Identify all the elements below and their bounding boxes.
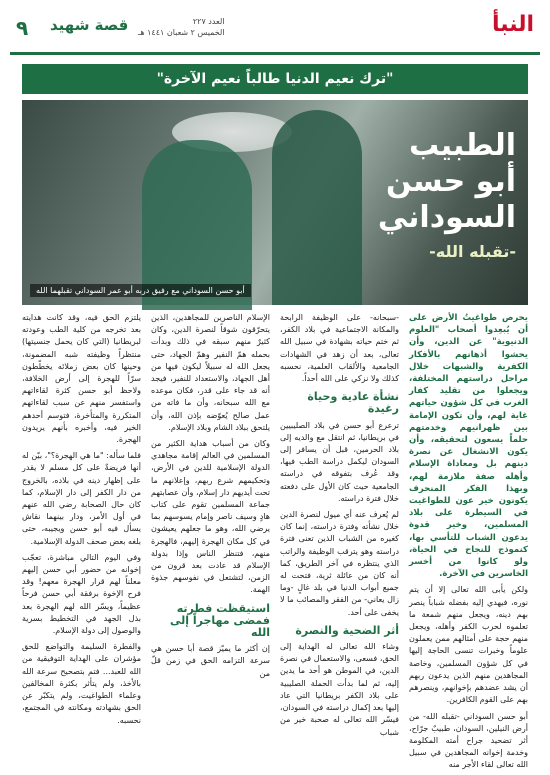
issue-number: العدد ٢٢٧ (192, 17, 225, 26)
column-2 (280, 312, 399, 763)
article-photo (22, 100, 528, 305)
paragraph: -سبحانه- على الوظيفة الرابحة والمكانة الاجتماعية في بلاد الكفر، ثم ختم حياته بشهادة في سبيل الله تعالى، بعد أن زهد في الشهادات الجامعية والألقاب العلمية، نحسبه كذلك ولا نزكي على الله أحداً. (280, 313, 399, 384)
article-title (336, 128, 516, 261)
lead-paragraph: يحرص طواغيتُ الأرض على أن يُبعِدوا أصحاب "العلوم الدنيوية" عن الدين، وأن يحشوا أذهانهم بالأفكار الكفرية والشبهات خلال مراحل دراستهم المختلفة، ويجعلوا من تقليد كفار الغرب في كل شؤون حياتهم غاية لهم، وأن تكون الإمامة بين ظهرانيهم وخدمتهم حلماً يسعون لتحقيقه، وأن يكون الانشغال عن نصرة دينهم بل ومعاداة الإسلام وأهله صفة ملازمة لهم، وبهذا الفكر المنحرف يكونون خير عون للطواغيت في السيطرة على بلاد المسلمين، وخير قدوة يدعون الشباب للتأسي بها، كنموذج للنجاح في الحياة، ولو كانوا من أخسر الخاسرين في الآخرة. (409, 313, 528, 580)
paragraph: فلما سأله: "ما هي الهجرة؟"، بيّن له أنها فريضةٌ على كل مسلم لا يقدر على إظهار دينه في بلاده، بالخروج من دار الكفر إلى دار الإسلام، كما كان حال الصحابة رضي الله عنهم في أول الأمر، ودار بينهما نقاش يسأل فيه أبو حسن ويجيبه، حتى بلغه بعض صحف الدولة الإسلامية. (22, 451, 141, 546)
page-number: ٩ (16, 16, 29, 40)
title-line-1: الطبيب (408, 128, 516, 163)
section-title: قصة شهيد (50, 16, 129, 34)
title-line-2: أبو حسن (386, 164, 516, 199)
title-subline: -تقبله الله- (429, 242, 516, 261)
quote-banner: "ترك نعيم الدنيا طالباً نعيم الآخرة" (22, 64, 528, 94)
paragraph: أبو حسن السوداني -تقبله الله- من أرض النيلين، السودان، طبيبٌ جرّاح، أثر تضحيد جراح أمته المكلومة وخدمة إخوانه المجاهدين في سبيل الله تعالى لقاء الأجر منه (409, 711, 528, 770)
paragraph: وفي اليوم التالي مباشرة، تعجّب إخوانه من حضور أبي حسن إليهم معلناً لهم قرار الهجرة معهم! وقد فرح الإخوة برفقة أبي حسن فرحاً عظيماً، ويسّر الله لهم الهجرة بعد بذل الجهد في التخطيط بسرية والوصول إلى دولة الإسلام. (22, 552, 141, 636)
paragraph: إن أكثر ما يميّز قصة أبا حسن هي سرعة التزامه الحق في زمن قلّ من (151, 644, 270, 678)
paragraph: يلتزم الحق فيه، وقد كانت هدايته بعد تخرجه من كلية الطب وعودته لبريطانيا (التي كان يحمل جنسيتها) منتظراً وظيفته شبه المضمونة، وحينها كان بعض زملائه يخطّطون سرّاً للهجرة إلى أرض الخلافة، ولاحظ أبو حسن كثرة لقاءاتهم واستفسر منهم عن سبب لقاءاتهم المتكررة والمتأخرة، فتوسم أحدهم الخير فيه، وأخبره بأنهم يريدون الهجرة. (22, 313, 141, 445)
subheading: أثر الضحية والنصرة (295, 623, 399, 637)
photo-caption: أبو حسن السوداني مع رفيق دربه أبو عمر السوداني تقبلهما الله (30, 284, 251, 297)
column-4 (22, 312, 141, 763)
column-1 (409, 312, 528, 770)
article-body (22, 312, 528, 770)
newspaper-logo: النبأ (491, 12, 534, 37)
title-line-3: السوداني (377, 200, 516, 235)
paragraph: الإسلام الناصرين للمجاهدين، الذين يتحرّقون شوقاً لنصرة الدين، وكان كثيرٌ منهم سبقه في ذلك وبدأت بحمله همّ النفير وهمّ الجهاد، حتى يجعل الله له سبيلاً ليكون فيها من أهل الجهاد، والاستعداد للنفير، فيجد أنه قد جاء على قدر، فكان موعده مع الله سبحانه، وأن ما فاته من عمل صالح يُعوّضه بإذن الله، وأن يلتحق ببلاد الشام وبلاد الإسلام. (151, 313, 270, 432)
paragraph: وشاء الله تعالى له الهداية إلى الحق، فسعى، والاستعمال في نصرة الدين، في الموطن هو أحد ما يدين إليه، ثم لما بدأت الحملة الصليبية على بلاد الكفر بريطانيا التي عاد إليها بعد إكمال دراسته في السودان، فيسّر الله تعالى له صحبة خير من شباب (280, 642, 399, 737)
issue-date: الخميس ٢ شعبان ١٤٤١ هـ (138, 28, 225, 37)
paragraph: لم يُعرف عنه أي ميول لنصرة الدين خلال نشأته وفترة دراسته، إنما كان كغيره من الشباب الذين تعنى فترة دراسته وهو يترقب الوظيفة والراتب الذي ينتظره في آخر الطريق، كما أنه كان من عائلة ثرية، فتحت له جميع أبواب الدنيا في بلد غالٍ -وما زال يعاني- من الفقر والمصائب ما لا يخفى على أحد. (280, 510, 399, 617)
paragraph: ولكن يأبى الله تعالى إلا أن يتم نوره، فيهدي إليه بفضله شباباً ينصر بهم دينه، ويجعل منهم شمعة ما تعلموه لحرب الكفر وأهله، ويجعل منهم حجة على أمثالهم ممن يعملون علوماً وخبرات تنسى الحاجة إليها في كل شؤون المسلمين، وخاصة المجاهدين منهم الذين يدعون ربهم أن يشد عضدهم بإخوانهم، وينصرهم بهم على القوم الكافرين. (409, 585, 528, 705)
paragraph: ترعرع أبو حسن في بلاد الصليبيين في بريطانيا، ثم انتقل مع والديه إلى بلاد الحرمين، قبل أن يسافر إلى السودان ليكمل دراسة الطب فيها، وقد عُرف بتفوقه في دراسته الجامعية حيث كان الأول على دفعته خلال فترة دراسته. (280, 420, 399, 503)
subheading: نشأة عادية وحياة رغيدة (307, 390, 399, 416)
issue-info (138, 16, 225, 38)
column-3 (151, 312, 270, 763)
paragraph: والفطرة السليمة والتواضع للحق مؤشران على الهداية التوفيقية من الله للعبد... فتم بتصحيح سرعة الله بالأخذ، ولم يتأثر بكثرة المخالفين وعلماء الطواغيت، ولم يتكبّر عن الحق بشهادته ومكانته في المجتمع، نحسبه. (22, 642, 141, 725)
subheading: استيقظت فطرته فمضى مهاجراً إلى الله (170, 601, 270, 640)
page-header (10, 10, 540, 55)
paragraph: وكان من أسباب هداية الكثير من المسلمين في العالم إقامة مجاهدي الدولة الإسلامية للدين في الأرض، وتحكيمهم شرع ربهم، وإعلانهم ما تحت أيديهم دار إسلام، وأن عصابتهم جماعة المسلمين تقوم على كتاب هادٍ وسيف ناصر وإمام يسوسهم بما يرضي الله، وهو ما جعلهم يعيشون في كل مكان الهجرة إليهم، فالهجرة منهم، فتنظر الناس وإذا بدولة الإسلام قد عادت بعد قرون من الزمن، لتشتعل في نفوسهم جذوة الهمة. (151, 439, 270, 595)
